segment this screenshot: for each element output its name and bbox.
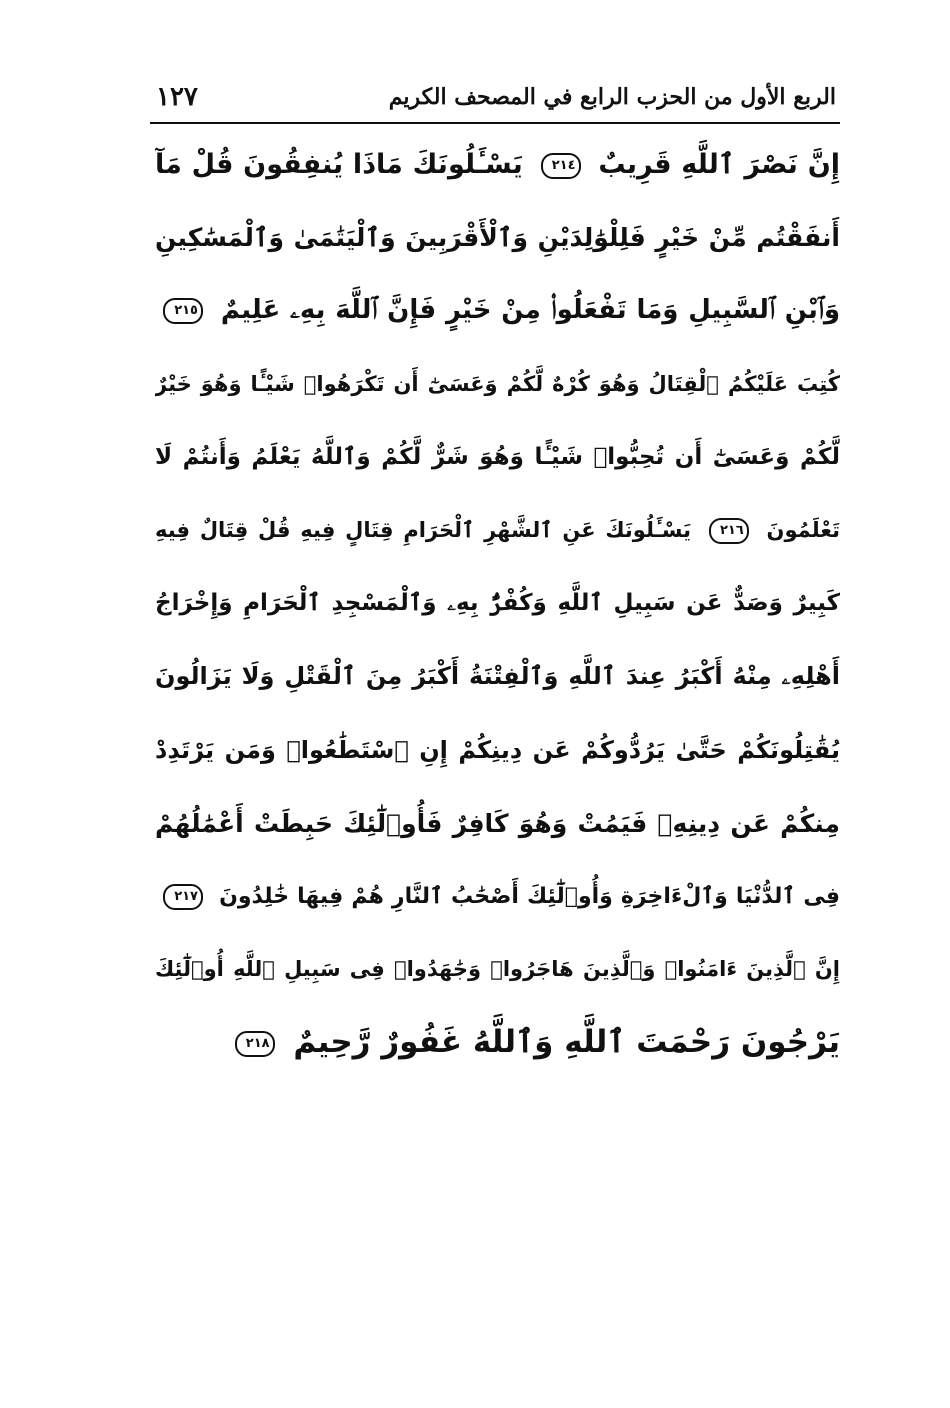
- verse-text: إِنَّ ٱلَّذِينَ ءَامَنُوا۟ وَٱلَّذِينَ هَاجَرُوا۟ وَجَٰهَدُوا۟ فِى سَبِيلِ ٱللَّهِ أُو۟لَٰٓئِكَ: [155, 957, 840, 982]
- verse-text: وَٱبْنِ ٱلسَّبِيلِ وَمَا تَفْعَلُوا۟ مِنْ خَيْرٍ فَإِنَّ ٱللَّهَ بِهِۦ عَلِيمٌ: [220, 295, 840, 326]
- verse-line: [155, 494, 840, 567]
- ayah-number-marker: ٢١٨: [235, 1031, 275, 1057]
- verse-line: [155, 714, 840, 787]
- verse-line: [155, 201, 840, 274]
- verse-line: [155, 348, 840, 421]
- ayah-number-marker: ٢١٥: [163, 298, 203, 324]
- verse-line: [155, 1006, 840, 1079]
- verse-text: إِنَّ نَصْرَ ٱللَّهِ قَرِيبٌ: [598, 149, 840, 180]
- ayah-number-marker: ٢١٧: [163, 884, 203, 910]
- running-title: الربع الأول من الحزب الرابع في المصحف الكريم: [388, 84, 836, 110]
- verse-text: أَنفَقْتُم مِّنْ خَيْرٍ فَلِلْوَٰلِدَيْنِ وَٱلْأَقْرَبِينَ وَٱلْيَتَٰمَىٰ وَٱلْمَسَٰكِينِ: [155, 223, 840, 253]
- verse-line: [155, 787, 840, 860]
- verse-text: يُقَٰتِلُونَكُمْ حَتَّىٰ يَرُدُّوكُمْ عَن دِينِكُمْ إِنِ ٱسْتَطَٰعُوا۟ وَمَن يَرْتَدِدْ: [155, 735, 840, 764]
- verse-text: كَبِيرٌ وَصَدٌّ عَن سَبِيلِ ٱللَّهِ وَكُفْرٌۢ بِهِۦ وَٱلْمَسْجِدِ ٱلْحَرَامِ وَإِخْرَاجُ: [155, 590, 840, 617]
- ayah-number-marker: ٢١٤: [541, 153, 581, 179]
- verse-line: [155, 128, 840, 201]
- verse-line: [155, 640, 840, 713]
- verse-text: لَّكُمْ وَعَسَىٰٓ أَن تُحِبُّوا۟ شَيْـًٔا وَهُوَ شَرٌّ لَّكُمْ وَٱللَّهُ يَعْلَمُ وَأَنتُمْ لَا: [155, 443, 840, 470]
- verse-text: مِنكُمْ عَن دِينِهِۦ فَيَمُتْ وَهُوَ كَافِرٌ فَأُو۟لَٰٓئِكَ حَبِطَتْ أَعْمَٰلُهُمْ: [155, 808, 840, 838]
- verse-line: [155, 567, 840, 640]
- page-number: ١٢٧: [156, 82, 198, 112]
- verse-text: يَرْجُونَ رَحْمَتَ ٱللَّهِ وَٱللَّهُ غَفُورٌ رَّحِيمٌ: [293, 1024, 840, 1061]
- ayah-number-marker: ٢١٦: [709, 518, 749, 544]
- verse-text: أَهْلِهِۦ مِنْهُ أَكْبَرُ عِندَ ٱللَّهِ وَٱلْفِتْنَةُ أَكْبَرُ مِنَ ٱلْقَتْلِ وَلَا يَزَالُونَ: [155, 662, 840, 691]
- verse-text: كُتِبَ عَلَيْكُمُ ٱلْقِتَالُ وَهُوَ كُرْهٌ لَّكُمْ وَعَسَىٰٓ أَن تَكْرَهُوا۟ شَيْـًٔا وَهُوَ خَيْرٌ: [155, 371, 840, 396]
- verse-line: [155, 421, 840, 494]
- verse-text: تَعْلَمُونَ: [766, 517, 840, 542]
- verse-line: [155, 860, 840, 933]
- verse-line: [155, 274, 840, 347]
- verse-text: فِى ٱلدُّنْيَا وَٱلْءَاخِرَةِ وَأُو۟لَٰٓئِكَ أَصْحَٰبُ ٱلنَّارِ هُمْ فِيهَا خَٰلِدُونَ: [219, 883, 840, 909]
- verse-text-block: [155, 128, 840, 1079]
- verse-line: [155, 933, 840, 1006]
- page-header: [150, 78, 840, 122]
- header-rule: [150, 122, 840, 124]
- verse-text: يَسْـَٔلُونَكَ مَاذَا يُنفِقُونَ قُلْ مَآ: [155, 149, 523, 180]
- verse-text: يَسْـَٔلُونَكَ عَنِ ٱلشَّهْرِ ٱلْحَرَامِ قِتَالٍ فِيهِ قُلْ قِتَالٌ فِيهِ: [155, 517, 691, 542]
